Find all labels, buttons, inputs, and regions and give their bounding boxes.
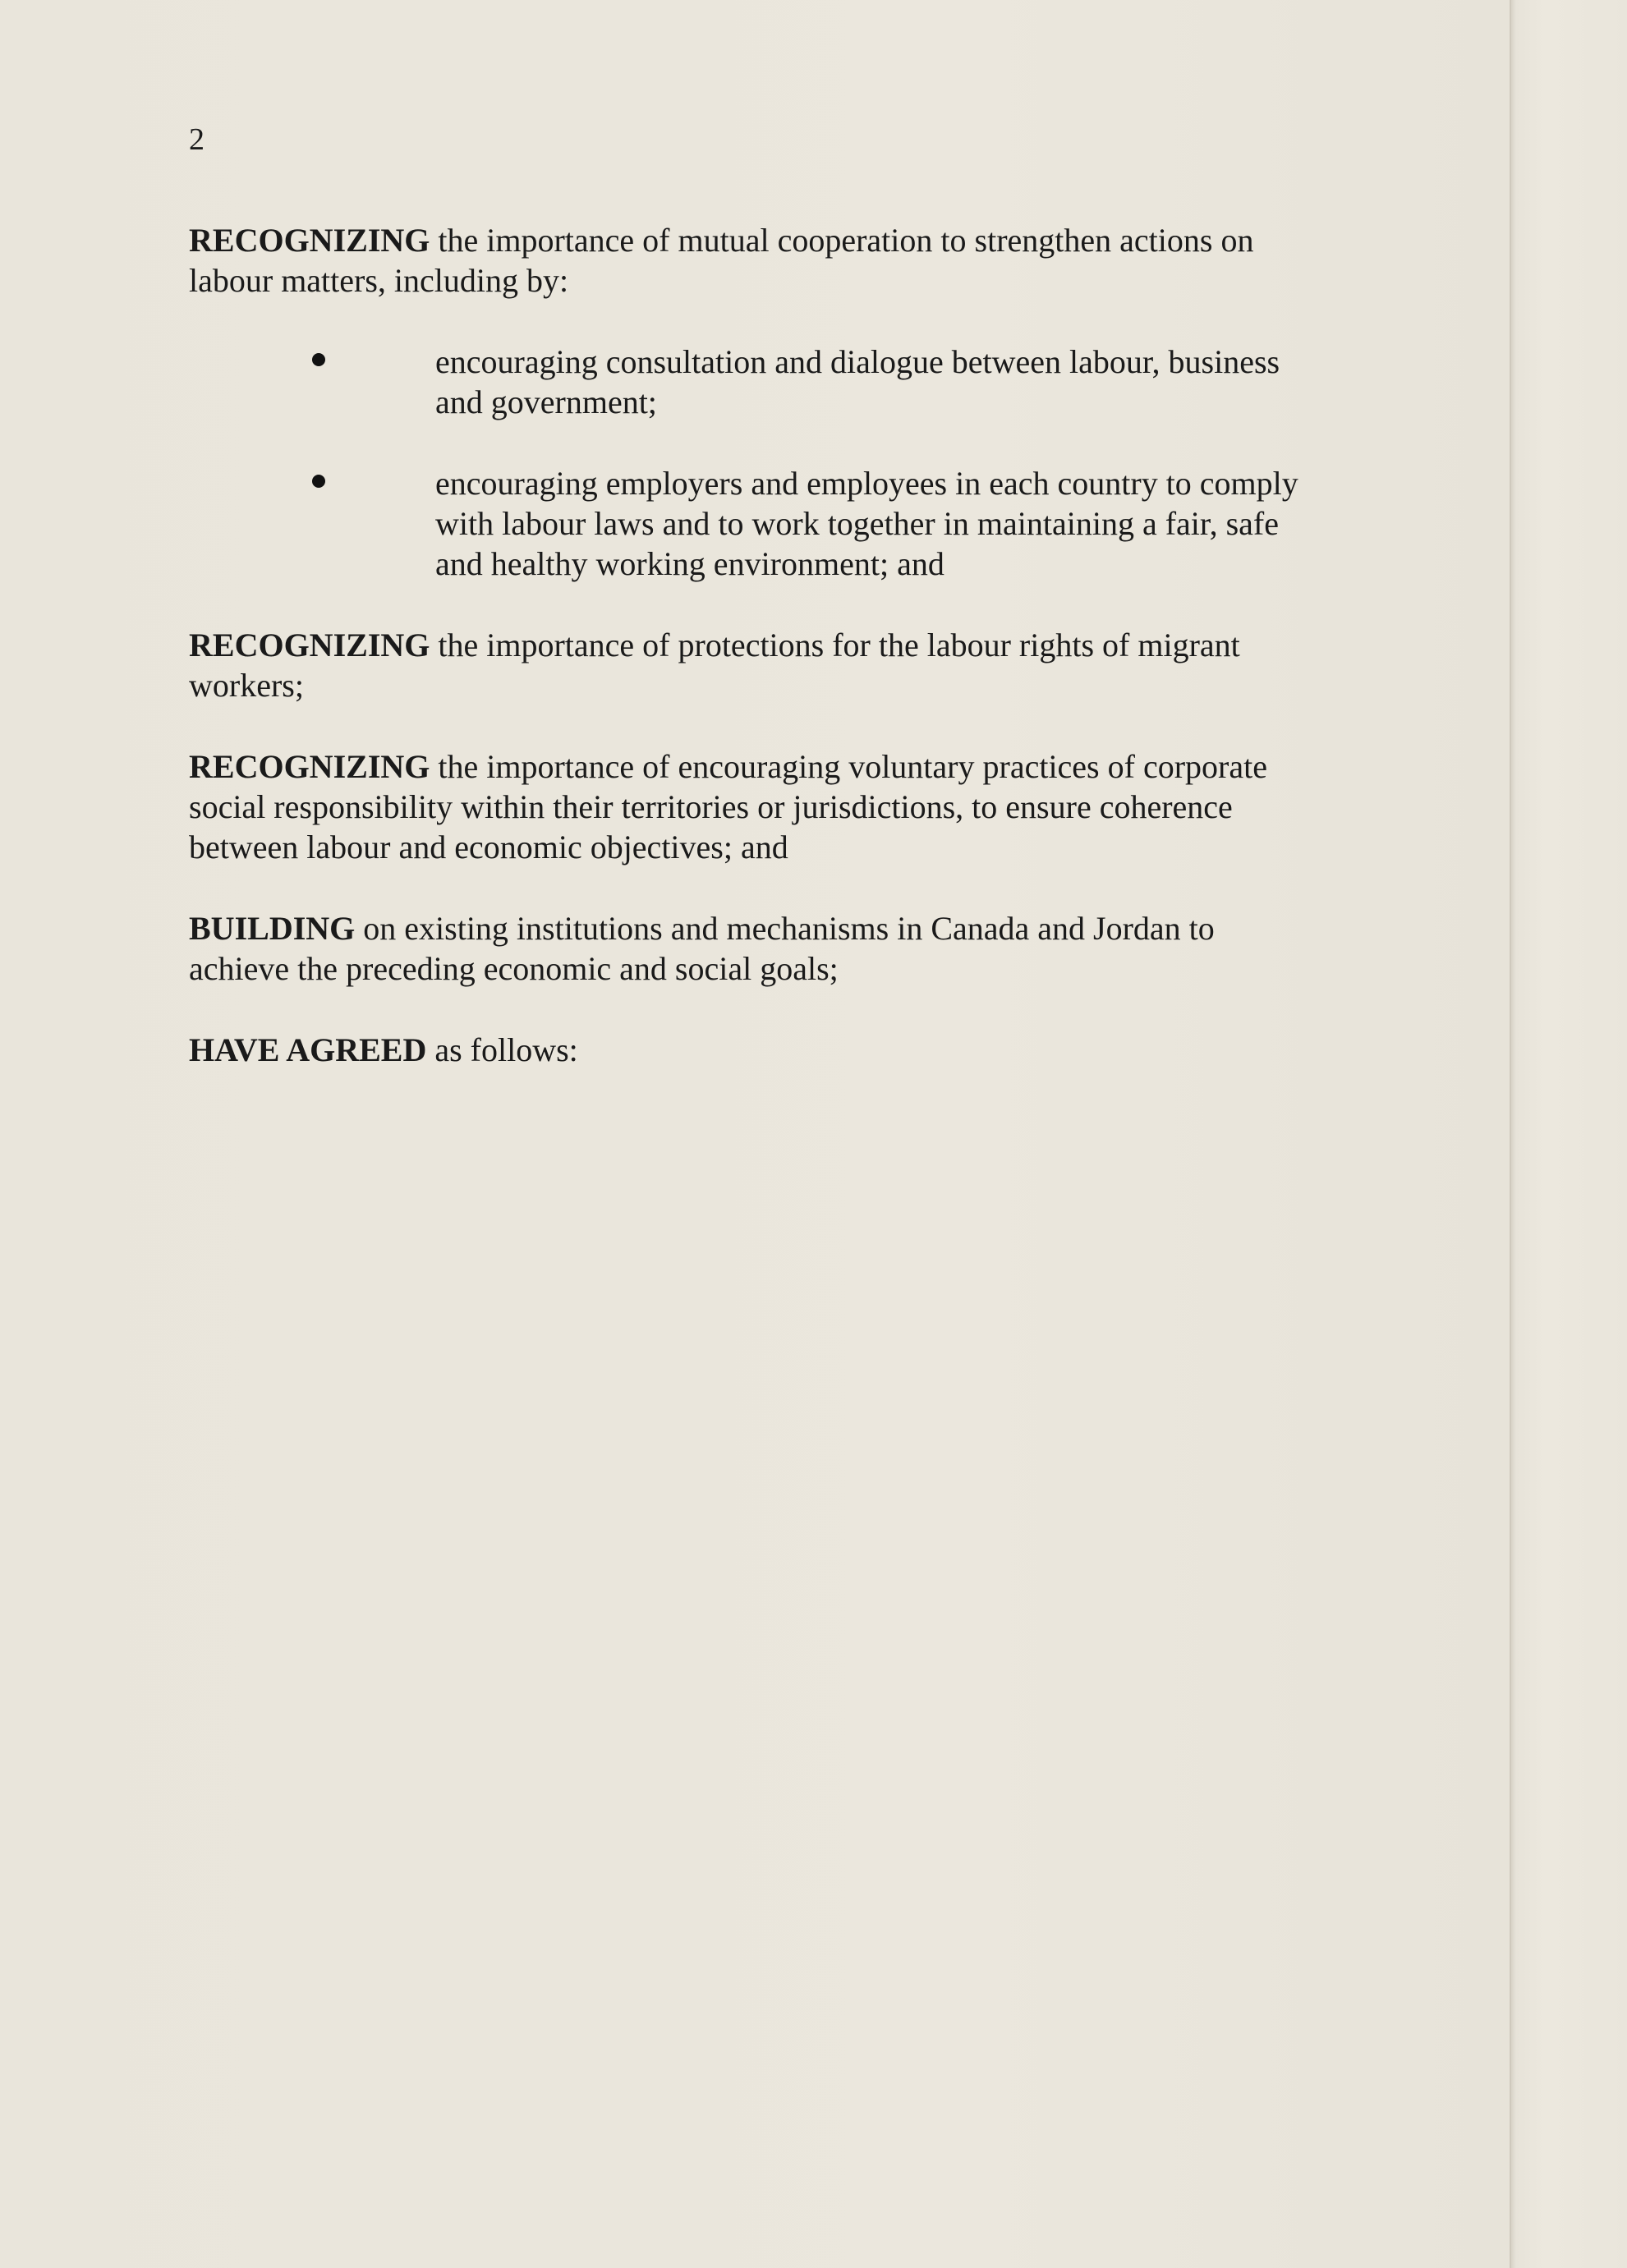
recital-text: the importance of mutual cooperation to strengthen actions on labour matters, including by: [189,222,1254,299]
recital-paragraph [189,625,1322,705]
bullet-item [189,342,1322,422]
agreement-clause [189,1030,1322,1070]
recital-lead: RECOGNIZING [189,627,430,663]
recital-paragraph [189,908,1322,989]
page-fold-edge [1510,0,1627,2268]
agreement-text: as follows: [426,1031,578,1068]
recital-text: on existing institutions and mechanisms in Canada and Jordan to achieve the preceding economic and social goals; [189,910,1215,987]
recital-paragraph [189,220,1322,301]
bullet-item [189,463,1322,584]
document-body [189,220,1322,1111]
bullet-text: encouraging consultation and dialogue between labour, business and government; [435,343,1280,420]
bullet-icon [312,353,325,366]
recital-lead: RECOGNIZING [189,222,430,259]
bullet-text: encouraging employers and employees in each country to comply with labour laws and to work together in maintaining a fair, safe and healthy working environment; and [435,465,1298,582]
recital-text: the importance of protections for the labour rights of migrant workers; [189,627,1240,704]
bullet-icon [312,475,325,488]
agreement-lead: HAVE AGREED [189,1031,427,1068]
bullet-list [189,342,1322,584]
recital-lead: BUILDING [189,910,356,947]
recital-lead: RECOGNIZING [189,748,430,785]
page-number: 2 [189,122,205,157]
recital-text: the importance of encouraging voluntary practices of corporate social responsibility within their territories or jurisdictions, to ensure coherence between labour and economic objectives; and [189,748,1267,865]
recital-paragraph [189,746,1322,867]
